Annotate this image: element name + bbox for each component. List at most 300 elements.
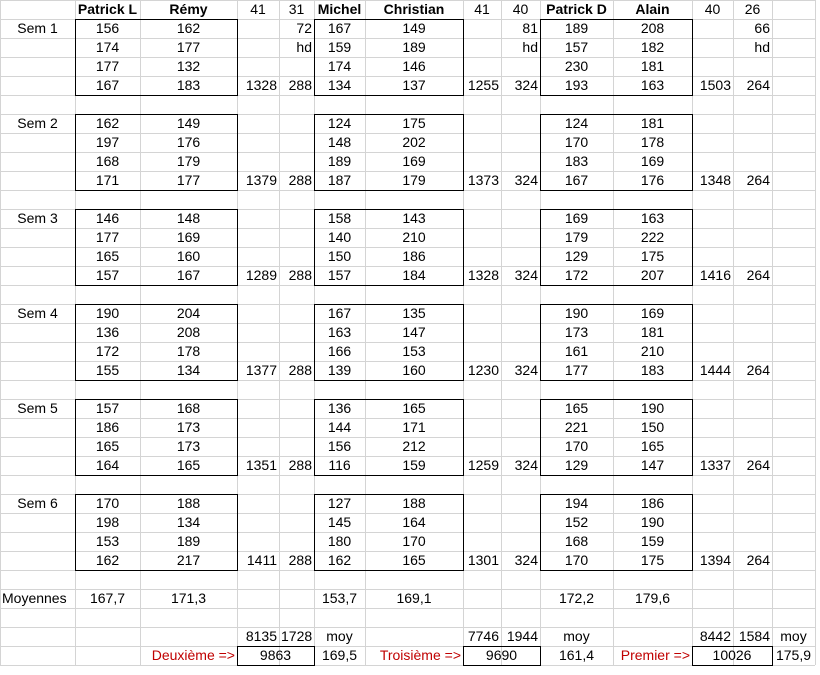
score-cell[interactable]: 137 [402, 77, 426, 93]
score-cell[interactable]: 190 [640, 514, 665, 530]
score-cell[interactable] [735, 418, 770, 437]
score-cell[interactable]: 212 [402, 438, 426, 454]
score-cell[interactable]: 178 [176, 343, 201, 359]
score-cell[interactable]: 136 [95, 324, 120, 340]
score-cell[interactable]: 179 [402, 172, 426, 188]
score-cell[interactable]: 190 [564, 305, 589, 321]
score-cell[interactable]: 1444 [699, 362, 731, 378]
score-cell[interactable]: 164 [95, 457, 120, 473]
score-cell[interactable] [694, 437, 731, 456]
score-cell[interactable] [694, 532, 731, 551]
score-cell[interactable] [239, 513, 277, 532]
score-cell[interactable]: 179 [176, 153, 201, 169]
score-cell[interactable] [694, 342, 731, 361]
gridline [815, 0, 816, 665]
score-cell[interactable]: 153 [95, 533, 120, 549]
score-cell[interactable] [239, 19, 277, 38]
score-cell[interactable]: 1411 [246, 552, 277, 568]
score-cell[interactable]: 324 [514, 457, 538, 473]
score-cell[interactable]: 164 [402, 514, 426, 530]
score-cell[interactable] [239, 532, 277, 551]
score-cell[interactable]: 124 [564, 115, 589, 131]
score-cell[interactable]: 167 [327, 20, 352, 36]
score-cell[interactable]: 1394 [699, 552, 731, 568]
score-cell[interactable]: 177 [95, 58, 120, 74]
score-cell[interactable] [735, 342, 770, 361]
score-cell[interactable]: 1416 [699, 267, 731, 283]
score-cell[interactable]: 150 [327, 248, 352, 264]
score-cell[interactable]: 175 [640, 552, 665, 568]
score-cell[interactable]: 183 [176, 77, 201, 93]
score-cell[interactable]: 167 [564, 172, 589, 188]
score-cell[interactable]: 157 [564, 39, 589, 55]
score-cell[interactable]: 173 [564, 324, 589, 340]
score-cell[interactable] [694, 247, 731, 266]
score-cell[interactable] [735, 114, 770, 133]
score-cell[interactable] [281, 323, 312, 342]
score-cell[interactable] [239, 342, 277, 361]
score-cell[interactable]: 194 [564, 495, 589, 511]
score-cell[interactable]: 288 [288, 267, 312, 283]
score-cell[interactable]: 176 [176, 134, 201, 150]
score-cell[interactable] [694, 228, 731, 247]
score-cell[interactable]: 169 [402, 153, 426, 169]
total-score[interactable]: 9863 [259, 647, 292, 663]
score-cell[interactable]: 175 [402, 115, 426, 131]
score-cell[interactable] [281, 247, 312, 266]
score-cell[interactable]: 143 [402, 210, 426, 226]
score-cell[interactable] [239, 418, 277, 437]
score-cell[interactable]: 193 [564, 77, 589, 93]
score-cell[interactable]: 127 [327, 495, 352, 511]
score-cell[interactable] [239, 209, 277, 228]
score-cell[interactable] [239, 399, 277, 418]
score-cell[interactable]: 1289 [245, 267, 277, 283]
score-cell[interactable] [281, 228, 312, 247]
score-cell[interactable]: 163 [640, 77, 665, 93]
score-cell[interactable]: 132 [176, 58, 201, 74]
score-cell[interactable]: 134 [176, 362, 201, 378]
score-cell[interactable] [465, 323, 499, 342]
score-cell[interactable] [694, 209, 731, 228]
score-cell[interactable]: 264 [746, 77, 770, 93]
score-cell[interactable] [503, 323, 538, 342]
score-cell[interactable] [694, 133, 731, 152]
score-cell[interactable] [239, 247, 277, 266]
score-cell[interactable] [503, 247, 538, 266]
score-cell[interactable]: 155 [95, 362, 120, 378]
score-cell[interactable]: 324 [514, 267, 538, 283]
score-cell[interactable]: 189 [327, 153, 352, 169]
score-cell[interactable]: 152 [564, 514, 589, 530]
score-cell[interactable]: 163 [640, 210, 665, 226]
score-cell[interactable] [239, 304, 277, 323]
score-cell[interactable]: hd [296, 39, 312, 55]
score-cell[interactable]: 324 [514, 362, 538, 378]
total-score[interactable]: 10026 [712, 647, 752, 663]
score-cell[interactable] [503, 57, 538, 76]
score-cell[interactable] [735, 228, 770, 247]
score-cell[interactable]: 181 [640, 115, 665, 131]
score-cell[interactable]: 170 [564, 438, 589, 454]
score-cell[interactable] [281, 494, 312, 513]
score-cell[interactable] [281, 437, 312, 456]
week-label: Sem 2 [17, 115, 58, 131]
score-cell[interactable]: 160 [402, 362, 426, 378]
score-cell[interactable]: 166 [327, 343, 352, 359]
score-cell[interactable]: 190 [95, 305, 120, 321]
week-label: Sem 4 [17, 305, 58, 321]
score-cell[interactable]: 66 [754, 20, 770, 36]
score-cell[interactable] [503, 494, 538, 513]
score-cell[interactable]: 163 [327, 324, 352, 340]
score-cell[interactable]: 324 [514, 172, 538, 188]
score-cell[interactable] [503, 304, 538, 323]
score-cell[interactable] [503, 342, 538, 361]
score-cell[interactable]: 189 [176, 533, 201, 549]
score-cell[interactable] [239, 228, 277, 247]
score-cell[interactable] [465, 494, 499, 513]
score-cell[interactable]: 1503 [699, 77, 731, 93]
score-cell[interactable]: 149 [176, 115, 201, 131]
score-cell[interactable]: 116 [328, 457, 351, 473]
score-cell[interactable]: 170 [95, 495, 120, 511]
score-cell[interactable]: 324 [514, 552, 538, 568]
score-cell[interactable]: 187 [327, 172, 352, 188]
score-cell[interactable]: 148 [327, 134, 352, 150]
score-cell[interactable] [735, 323, 770, 342]
score-cell[interactable] [735, 57, 770, 76]
score-cell[interactable]: 129 [564, 248, 589, 264]
score-cell[interactable]: 1301 [467, 552, 499, 568]
score-cell[interactable] [465, 513, 499, 532]
score-cell[interactable]: 1351 [245, 457, 277, 473]
score-cell[interactable]: 169 [176, 229, 201, 245]
score-cell[interactable] [281, 304, 312, 323]
score-cell[interactable]: 210 [640, 343, 665, 359]
score-cell[interactable] [239, 114, 277, 133]
score-cell[interactable] [694, 494, 731, 513]
score-cell[interactable]: 173 [176, 438, 201, 454]
score-cell[interactable] [694, 19, 731, 38]
score-cell[interactable]: 1373 [467, 172, 499, 188]
score-cell[interactable]: 161 [564, 343, 589, 359]
score-cell[interactable] [735, 437, 770, 456]
score-cell[interactable] [465, 437, 499, 456]
score-cell[interactable]: 204 [176, 305, 201, 321]
score-cell[interactable]: 169 [640, 153, 665, 169]
score-cell[interactable] [239, 38, 277, 57]
score-cell[interactable] [694, 38, 731, 57]
score-cell[interactable]: 182 [640, 39, 665, 55]
score-cell[interactable]: 165 [95, 438, 120, 454]
score-cell[interactable] [694, 114, 731, 133]
score-cell[interactable]: 135 [402, 305, 426, 321]
score-cell[interactable] [735, 247, 770, 266]
score-cell[interactable]: 170 [402, 533, 426, 549]
score-cell[interactable] [281, 513, 312, 532]
score-cell[interactable]: 175 [640, 248, 665, 264]
score-cell[interactable]: 181 [640, 58, 665, 74]
score-cell[interactable] [281, 133, 312, 152]
score-cell[interactable] [239, 323, 277, 342]
score-cell[interactable] [281, 342, 312, 361]
score-cell[interactable] [465, 399, 499, 418]
total-bonus: 1728 [281, 628, 313, 644]
total-bonus: 1584 [738, 628, 770, 644]
score-cell[interactable] [239, 437, 277, 456]
score-cell[interactable] [503, 228, 538, 247]
score-cell[interactable]: 1230 [467, 362, 499, 378]
total-score-box [237, 646, 315, 666]
score-cell[interactable]: 124 [327, 115, 352, 131]
score-cell[interactable]: 177 [176, 39, 201, 55]
score-cell[interactable]: 174 [327, 58, 352, 74]
score-cell[interactable]: 210 [402, 229, 426, 245]
score-cell[interactable]: 183 [564, 153, 589, 169]
score-cell[interactable]: 148 [176, 210, 201, 226]
score-cell[interactable]: 177 [564, 362, 589, 378]
score-cell[interactable]: 208 [176, 324, 201, 340]
score-cell[interactable]: 178 [640, 134, 665, 150]
score-cell[interactable]: 167 [176, 267, 201, 283]
score-cell[interactable] [503, 209, 538, 228]
score-cell[interactable]: 221 [564, 419, 589, 435]
score-cell[interactable]: 81 [522, 20, 538, 36]
score-cell[interactable] [694, 57, 731, 76]
total-score[interactable]: 9690 [485, 647, 518, 663]
gridline [279, 0, 280, 665]
score-cell[interactable] [465, 114, 499, 133]
score-cell[interactable] [735, 513, 770, 532]
score-cell[interactable]: 159 [640, 533, 665, 549]
score-cell[interactable] [281, 532, 312, 551]
score-cell[interactable] [465, 304, 499, 323]
score-cell[interactable] [735, 304, 770, 323]
score-cell[interactable]: 179 [564, 229, 589, 245]
score-cell[interactable] [694, 418, 731, 437]
score-cell[interactable] [735, 133, 770, 152]
score-cell[interactable]: 162 [327, 552, 352, 568]
score-cell[interactable]: 129 [564, 457, 589, 473]
score-cell[interactable]: 197 [95, 134, 120, 150]
score-cell[interactable]: 189 [564, 20, 589, 36]
score-cell[interactable]: 157 [327, 267, 352, 283]
score-cell[interactable]: 181 [640, 324, 665, 340]
score-cell[interactable]: 165 [176, 457, 201, 473]
score-cell[interactable]: 165 [402, 552, 426, 568]
score-cell[interactable]: 157 [95, 267, 120, 283]
score-cell[interactable]: 188 [176, 495, 201, 511]
score-cell[interactable]: 1348 [699, 172, 731, 188]
score-cell[interactable] [281, 152, 312, 171]
score-cell[interactable]: 169 [564, 210, 589, 226]
score-cell[interactable]: 184 [402, 267, 426, 283]
score-cell[interactable]: 136 [327, 400, 352, 416]
score-cell[interactable]: 168 [176, 400, 201, 416]
score-cell[interactable]: 159 [327, 39, 352, 55]
score-cell[interactable]: 1328 [245, 77, 277, 93]
score-cell[interactable]: 264 [746, 552, 770, 568]
score-cell[interactable]: 162 [95, 552, 120, 568]
score-cell[interactable]: 1259 [467, 457, 499, 473]
score-cell[interactable]: hd [522, 39, 538, 55]
score-cell[interactable]: 165 [402, 400, 426, 416]
score-cell[interactable] [503, 399, 538, 418]
score-cell[interactable]: 288 [288, 457, 312, 473]
score-cell[interactable] [465, 247, 499, 266]
score-cell[interactable] [465, 228, 499, 247]
score-cell[interactable] [694, 304, 731, 323]
score-cell[interactable]: 162 [95, 115, 120, 131]
score-cell[interactable]: 168 [95, 153, 120, 169]
score-cell[interactable]: 198 [95, 514, 120, 530]
score-cell[interactable]: 1255 [467, 77, 499, 93]
total-bonus: 1944 [506, 628, 538, 644]
score-cell[interactable]: 288 [288, 77, 312, 93]
score-cell[interactable] [465, 38, 499, 57]
score-cell[interactable]: 171 [402, 419, 426, 435]
score-cell[interactable]: 149 [402, 20, 426, 36]
score-cell[interactable] [735, 532, 770, 551]
score-cell[interactable]: 156 [327, 438, 352, 454]
score-cell[interactable]: 158 [327, 210, 352, 226]
score-cell[interactable] [465, 133, 499, 152]
score-cell[interactable] [694, 152, 731, 171]
score-cell[interactable]: 174 [95, 39, 120, 55]
score-cell[interactable] [694, 513, 731, 532]
score-cell[interactable]: 168 [564, 533, 589, 549]
score-cell[interactable]: 139 [327, 362, 352, 378]
score-cell[interactable]: 176 [640, 172, 665, 188]
score-cell[interactable]: 167 [95, 77, 120, 93]
score-cell[interactable] [465, 418, 499, 437]
score-cell[interactable]: 1328 [467, 267, 499, 283]
score-cell[interactable]: 147 [402, 324, 426, 340]
score-cell[interactable]: 165 [95, 248, 120, 264]
score-cell[interactable] [239, 152, 277, 171]
score-cell[interactable]: 144 [327, 419, 352, 435]
score-cell[interactable]: 134 [176, 514, 201, 530]
score-cell[interactable] [465, 57, 499, 76]
score-cell[interactable] [503, 532, 538, 551]
score-cell[interactable]: 171 [95, 172, 120, 188]
score-cell[interactable]: 1379 [245, 172, 277, 188]
score-cell[interactable]: 153 [402, 343, 426, 359]
score-cell[interactable]: 172 [564, 267, 589, 283]
score-cell[interactable]: 165 [564, 400, 589, 416]
score-cell[interactable]: 207 [640, 267, 665, 283]
score-cell[interactable] [735, 209, 770, 228]
score-cell[interactable]: 264 [746, 362, 770, 378]
score-cell[interactable]: 172 [95, 343, 120, 359]
score-cell[interactable]: 167 [327, 305, 352, 321]
score-cell[interactable]: 177 [176, 172, 201, 188]
score-cell[interactable]: 217 [176, 552, 201, 568]
score-cell[interactable]: 134 [327, 77, 352, 93]
score-cell[interactable] [694, 399, 731, 418]
score-cell[interactable]: 183 [640, 362, 665, 378]
score-cell[interactable] [465, 209, 499, 228]
score-cell[interactable] [503, 437, 538, 456]
score-cell[interactable]: 264 [746, 172, 770, 188]
score-cell[interactable] [735, 152, 770, 171]
score-cell[interactable]: 156 [95, 20, 120, 36]
score-cell[interactable] [239, 133, 277, 152]
score-cell[interactable]: 146 [95, 210, 120, 226]
score-cell[interactable]: 208 [640, 20, 665, 36]
column-header-name: Alain [635, 1, 670, 17]
score-cell[interactable]: 230 [564, 58, 589, 74]
score-cell[interactable] [503, 418, 538, 437]
score-cell[interactable] [694, 323, 731, 342]
score-cell[interactable]: 188 [402, 495, 426, 511]
score-cell[interactable]: 150 [640, 419, 665, 435]
score-cell[interactable]: 288 [288, 552, 312, 568]
score-cell[interactable] [465, 342, 499, 361]
score-cell[interactable]: 170 [564, 134, 589, 150]
score-cell[interactable] [239, 494, 277, 513]
score-cell[interactable] [503, 114, 538, 133]
score-cell[interactable]: 162 [176, 20, 201, 36]
score-cell[interactable] [281, 57, 312, 76]
score-cell[interactable]: 72 [296, 20, 312, 36]
score-cell[interactable]: 180 [327, 533, 352, 549]
score-cell[interactable] [735, 399, 770, 418]
score-cell[interactable] [239, 57, 277, 76]
score-cell[interactable]: 177 [95, 229, 120, 245]
score-cell[interactable]: 288 [288, 172, 312, 188]
score-cell[interactable]: 186 [95, 419, 120, 435]
score-cell[interactable]: 1337 [699, 457, 731, 473]
score-cell[interactable]: 264 [746, 267, 770, 283]
score-cell[interactable] [465, 152, 499, 171]
score-cell[interactable]: 160 [176, 248, 201, 264]
score-cell[interactable]: 186 [640, 495, 665, 511]
score-cell[interactable] [465, 19, 499, 38]
score-cell[interactable]: 140 [327, 229, 352, 245]
score-cell[interactable]: hd [754, 39, 770, 55]
score-cell[interactable] [465, 532, 499, 551]
score-cell[interactable] [281, 418, 312, 437]
score-cell[interactable]: 146 [402, 58, 426, 74]
score-cell[interactable]: 159 [402, 457, 426, 473]
score-cell[interactable] [281, 209, 312, 228]
score-cell[interactable] [503, 133, 538, 152]
score-cell[interactable]: 264 [746, 457, 770, 473]
score-cell[interactable]: 145 [327, 514, 352, 530]
score-cell[interactable] [503, 513, 538, 532]
score-cell[interactable]: 169 [640, 305, 665, 321]
score-cell[interactable]: 1377 [245, 362, 277, 378]
score-cell[interactable]: 222 [640, 229, 665, 245]
score-cell[interactable] [281, 399, 312, 418]
score-cell[interactable]: 324 [514, 77, 538, 93]
score-cell[interactable]: 202 [402, 134, 426, 150]
score-cell[interactable]: 186 [402, 248, 426, 264]
score-cell[interactable]: 189 [402, 39, 426, 55]
score-cell[interactable] [281, 114, 312, 133]
score-cell[interactable]: 288 [288, 362, 312, 378]
score-cell[interactable]: 190 [640, 400, 665, 416]
score-cell[interactable]: 147 [640, 457, 665, 473]
score-cell[interactable]: 165 [640, 438, 665, 454]
score-cell[interactable] [735, 494, 770, 513]
score-cell[interactable]: 173 [176, 419, 201, 435]
score-cell[interactable]: 170 [564, 552, 589, 568]
score-cell[interactable] [503, 152, 538, 171]
score-cell[interactable]: 157 [95, 400, 120, 416]
